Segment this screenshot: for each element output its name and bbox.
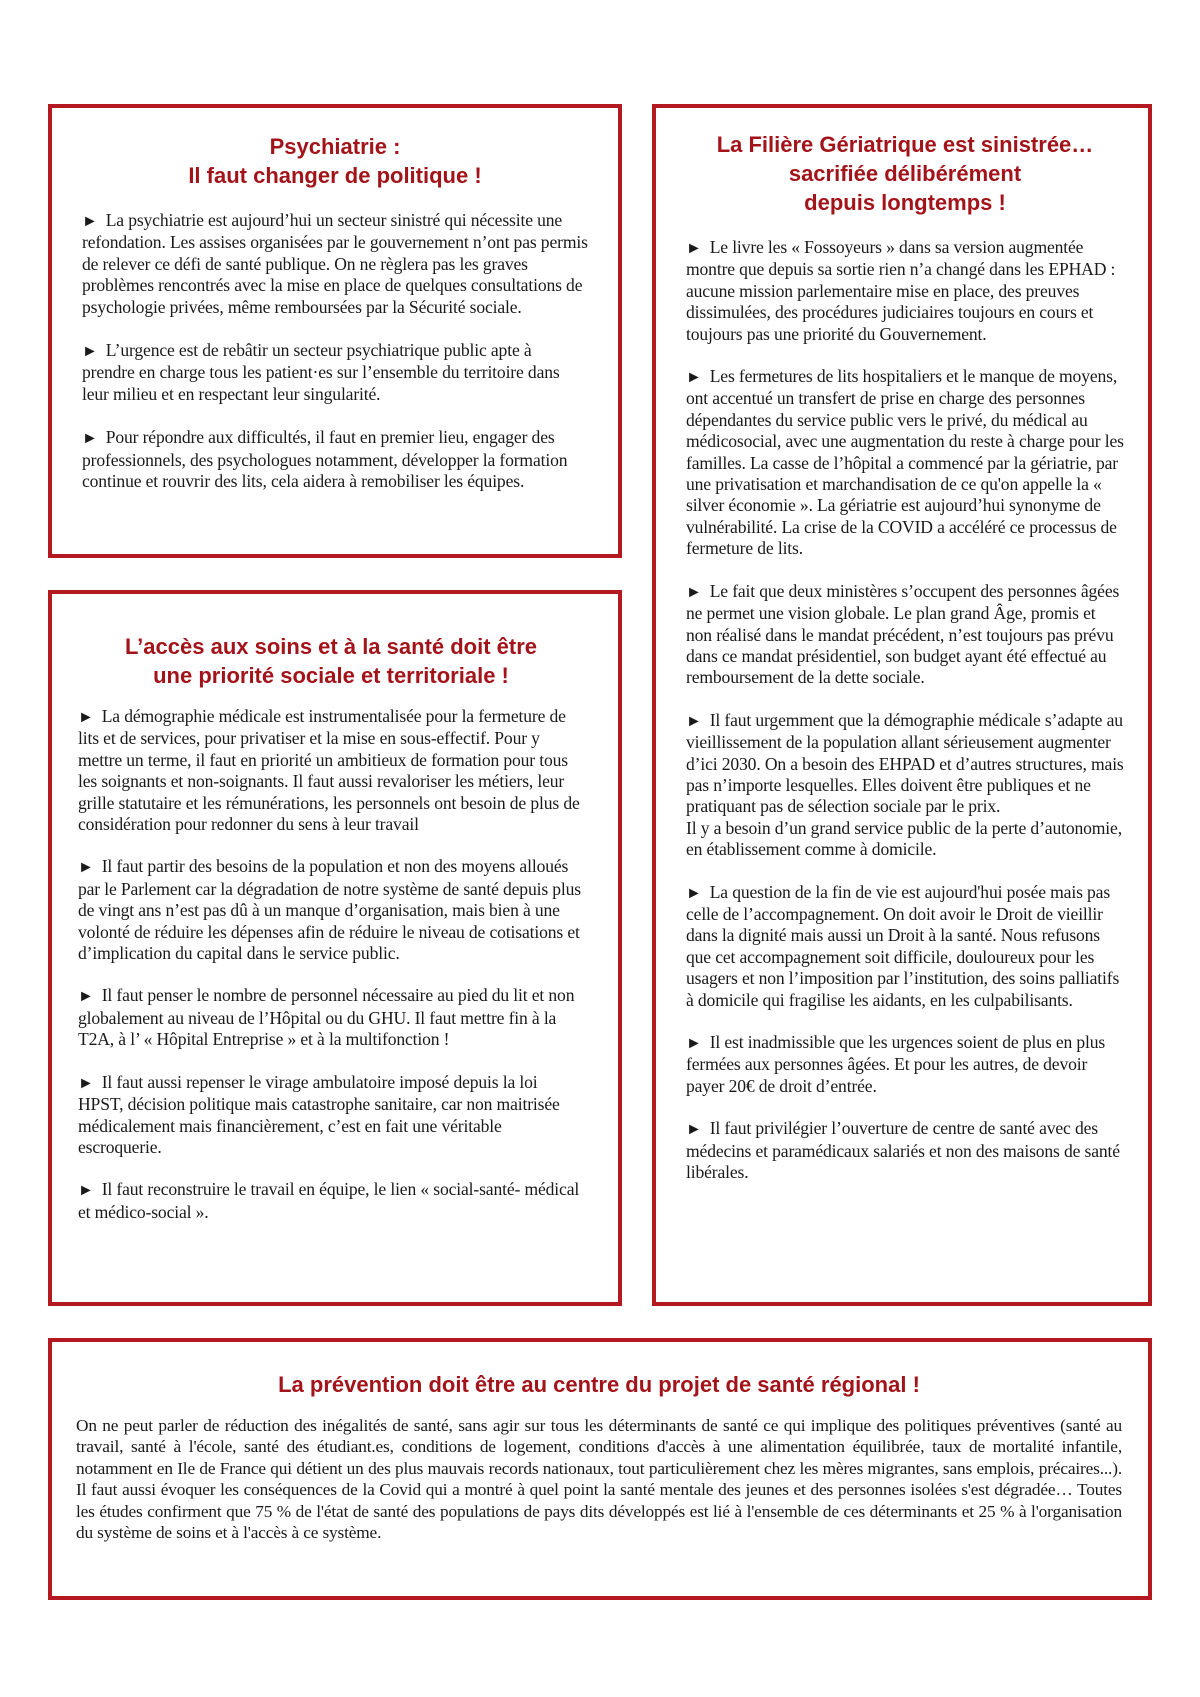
psychiatrie-paragraph: ► La psychiatrie est aujourd’hui un secteur sinistré qui nécessite une refondation. Les assises organisées par le gouvernement n’ont pas permis de relever ce défi de santé publique. On ne règlera pas les graves problèmes rencontrés avec la mise en place de quelques consultations de psychologie privées, même remboursées par la Sécurité sociale. xyxy=(82,210,588,317)
bullet-arrow-icon: ► xyxy=(78,1182,94,1200)
bullet-arrow-icon: ► xyxy=(78,1074,94,1092)
acces-paragraph: ► Il faut partir des besoins de la population et non des moyens alloués par le Parlement car la dégradation de notre système de santé depuis plus de vingt ans n’est pas dû à un manque d’organisation, mais bien à une volonté de réduire les dépenses afin de réduire le niveau de cotisations et d’implication du capital dans le service public. xyxy=(78,856,581,964)
psychiatrie-title: Psychiatrie : Il faut changer de politique ! xyxy=(188,134,482,188)
bullet-arrow-icon: ► xyxy=(686,884,702,902)
geriatrie-paragraph: ► La question de la fin de vie est aujourd'hui posée mais pas celle de l’accompagnement. On doit avoir le Droit de vieillir dans la dignité mais aussi un Droit à la santé. Nous refusons que cet accompagnement soit difficile, douloureux pour les usagers et non l’imposition par l’institution, des soins palliatifs à domicile qui fragilise les aidants, en les culpabilisants. xyxy=(686,881,1120,1010)
bullet-arrow-icon: ► xyxy=(78,988,94,1006)
bullet-arrow-icon: ► xyxy=(78,859,94,877)
acces-paragraph: ► Il faut aussi repenser le virage ambulatoire imposé depuis la loi HPST, décision politique mais catastrophe sanitaire, car non maitrisée médicalement mais financièrement, c’est en fait une véritable escroquerie. xyxy=(78,1071,560,1157)
bullet-arrow-icon: ► xyxy=(686,240,702,257)
geriatrie-paragraph: ► Il faut privilégier l’ouverture de centre de santé avec des médecins et paramédicaux salariés et non des maisons de santé libérales. xyxy=(686,1118,1120,1183)
geriatrie-title: La Filière Gériatrique est sinistrée… sacrifiée délibérément depuis longtemps ! xyxy=(716,132,1094,215)
bullet-arrow-icon: ► xyxy=(686,369,702,387)
geriatrie-paragraph: ► Les fermetures de lits hospitaliers et le manque de moyens, ont accentué un transfert de prise en charge des personnes dépendantes du service public vers le privé, du médical au médicosocial, avec une augmentation du reste à charge pour les familles. La casse de l’hôpital a commencé par la gériatrie, par une privatisation et marchandisation de ce qu'on appelle la « silver économie ». La gériatrie est aujourd’hui synonyme de vulnérabilité. La crise de la COVID a accéléré ce processus de fermeture de lits. xyxy=(686,366,1124,559)
geriatrie-paragraph: ► Le fait que deux ministères s’occupent des personnes âgées ne permet une vision globale. Le plan grand Âge, promis et non réalisé dans le mandat précédent, n’est toujours pas prévu dans ce mandat présidentiel, son budget ayant été effectué au remboursement de la dette sociale. xyxy=(686,580,1120,688)
geriatrie-paragraph: ► Il est inadmissible que les urgences soient de plus en plus fermées aux personnes âgées. Et pour les autres, de devoir payer 20€ de droit d’entrée. xyxy=(686,1032,1106,1096)
acces-soins-section xyxy=(48,590,622,1306)
acces-paragraph: ► La démographie médicale est instrumentalisée pour la fermeture de lits et de services, pour privatiser et la mise en sous-effectif. Pour y mettre un terme, il faut en priorité un ambitieux de formation pour tous les soignants et non-soignants. Il faut aussi revaloriser les métiers, leur grille statutaire et les rémunérations, les personnels ont besoin de plus de considération pour redonner du sens à leur travail xyxy=(78,706,580,835)
bullet-arrow-icon: ► xyxy=(686,712,702,730)
bullet-arrow-icon: ► xyxy=(82,430,98,448)
acces-soins-title: L’accès aux soins et à la santé doit être une priorité sociale et territoriale ! xyxy=(124,634,538,688)
acces-paragraph: ► Il faut reconstruire le travail en équipe, le lien « social-santé- médical et médico-social ». xyxy=(78,1179,580,1222)
psychiatrie-paragraph: ► Pour répondre aux difficultés, il faut en premier lieu, engager des professionnels, des psychologues notamment, développer la formation continue et rouvrir des lits, cela aidera à remobiliser les équipes. xyxy=(82,427,568,492)
bullet-arrow-icon: ► xyxy=(82,343,98,361)
bullet-arrow-icon: ► xyxy=(686,1121,702,1139)
bullet-arrow-icon: ► xyxy=(82,213,98,230)
psychiatrie-section xyxy=(48,104,622,558)
geriatrie-paragraph: ► Le livre les « Fossoyeurs » dans sa version augmentée montre que depuis sa sortie rien n’a changé dans les EPHAD : aucune mission parlementaire mise en place, des preuves dissimulées, des procédures judiciaires toujours en cours et toujours pas une priorité du Gouvernement. xyxy=(686,237,1116,344)
bullet-arrow-icon: ► xyxy=(686,583,702,601)
prevention-paragraph: On ne peut parler de réduction des inégalités de santé, sans agir sur tous les déterminants de santé ce qui implique des politiques préventives (santé au travail, santé à l'école, santé des étudiant.es, conditions de logement, conditions d'accès à une alimentation équilibrée, taux de mortalité infantile, notamment en Ile de France qui détient un des plus mauvais records nationaux, tout particulièrement chez les mères migrantes, sans emplois, précaires...). Il faut aussi évoquer les conséquences de la Covid qui a montré à quel point la santé mentale des jeunes et des personnes isolées s'est dégradée… Toutes les études confirment que 75 % de l'état de santé des populations de pays dits développés est lié à l'ensemble de ces déterminants et 25 % à l'organisation du système de soins et à l'accès à ce système. xyxy=(76,1416,1122,1543)
acces-paragraph: ► Il faut penser le nombre de personnel nécessaire au pied du lit et non globalement au niveau de l’Hôpital ou du GHU. Il faut mettre fin à la T2A, à l’ « Hôpital Entreprise » et à la multifonction ! xyxy=(78,985,575,1050)
geriatrie-paragraph: ► Il faut urgemment que la démographie médicale s’adapte au vieillissement de la population allant sérieusement augmenter d’ici 2030. On a besoin des EHPAD et d’autres structures, mais pas n’importe lesquelles. Elles doivent être publiques et ne pratiquant pas de sélection sociale par le prix. Il y a besoin d’un grand service public de la perte d’autonomie, en établissement comme à domicile. xyxy=(686,709,1124,860)
geriatrie-section xyxy=(652,104,1152,1306)
prevention-section xyxy=(48,1338,1152,1600)
psychiatrie-paragraph: ► L’urgence est de rebâtir un secteur psychiatrique public apte à prendre en charge tous les patient·es sur l’ensemble du territoire dans leur milieu et en respectant leur singularité. xyxy=(82,340,560,404)
prevention-title: La prévention doit être au centre du projet de santé régional ! xyxy=(278,1372,920,1397)
bullet-arrow-icon: ► xyxy=(78,709,94,726)
bullet-arrow-icon: ► xyxy=(686,1035,702,1052)
